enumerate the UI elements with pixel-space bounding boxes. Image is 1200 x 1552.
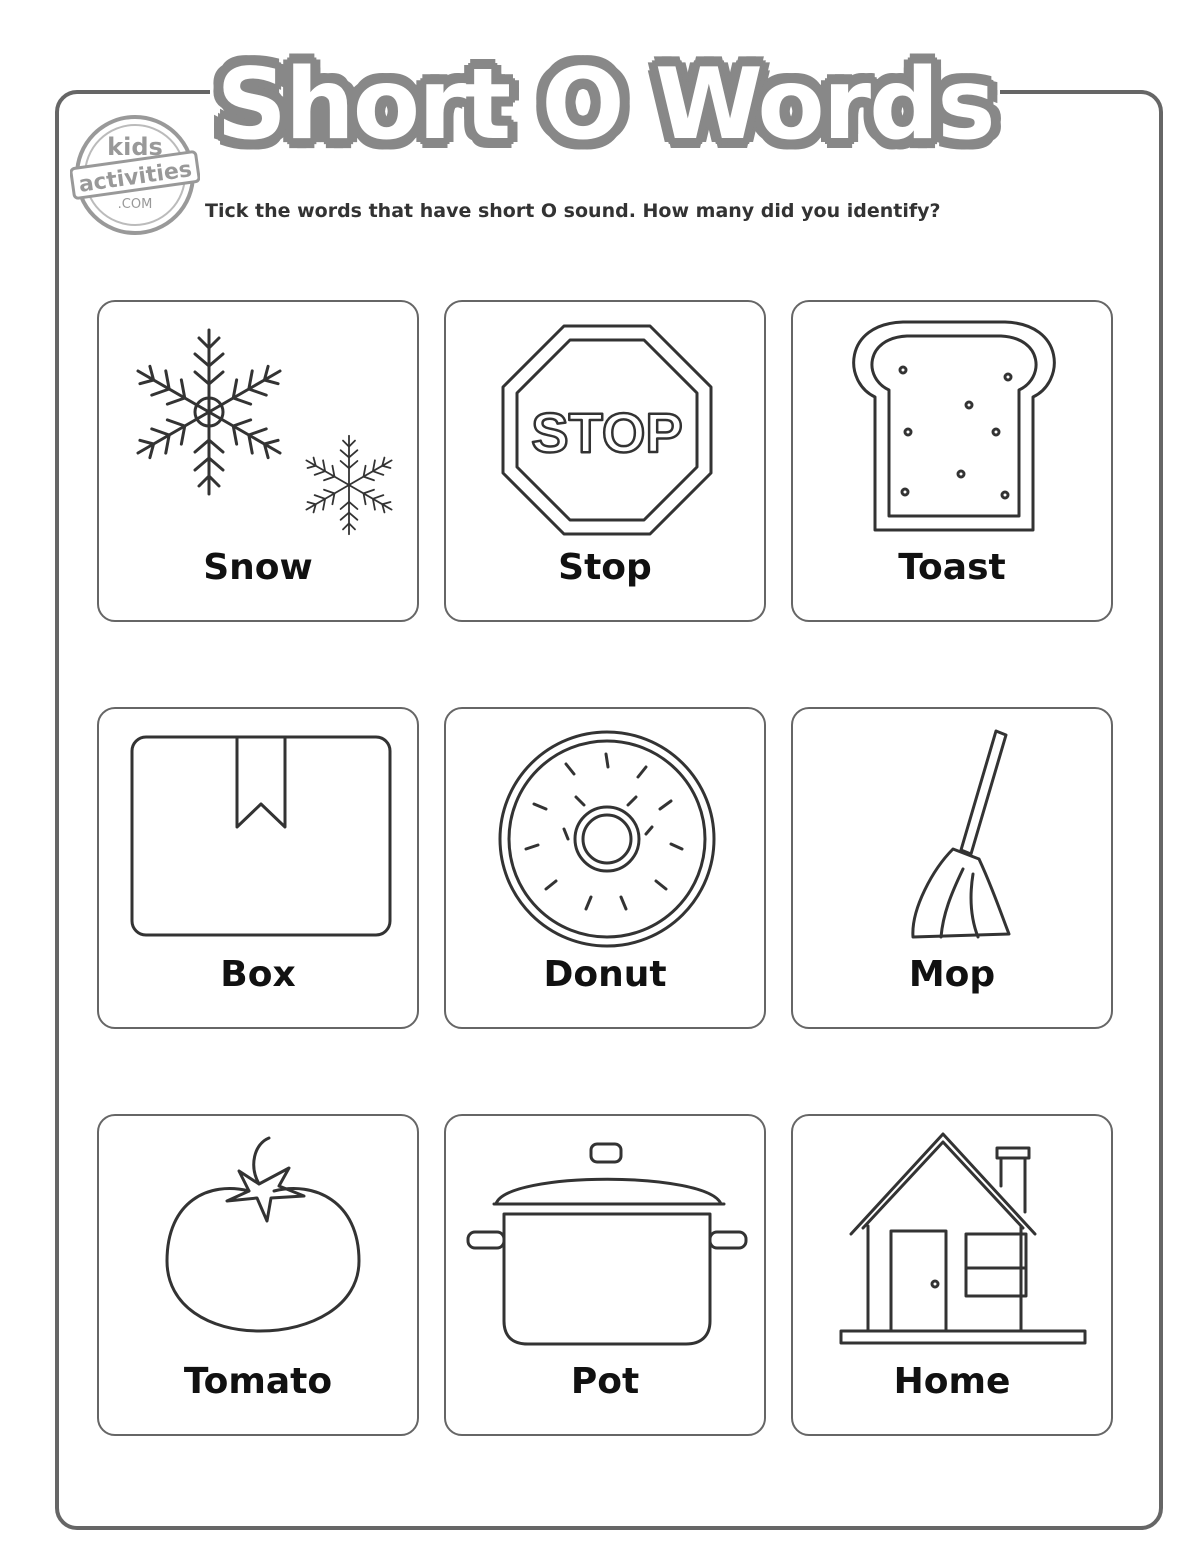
word-label: Tomato — [183, 1361, 333, 1402]
stop-sign-icon — [446, 302, 768, 542]
word-label: Box — [220, 954, 296, 995]
instructions: Tick the words that have short O sound. How many did you identify? — [205, 200, 941, 222]
svg-text:activities: activities — [77, 157, 194, 198]
box-icon — [99, 709, 421, 949]
word-card-pot[interactable] — [444, 1114, 766, 1436]
svg-text:kids: kids — [107, 133, 163, 161]
title-banner — [210, 40, 1000, 170]
word-card-toast[interactable] — [791, 300, 1113, 622]
word-card-mop[interactable] — [791, 707, 1113, 1029]
word-label: Donut — [543, 954, 667, 995]
word-label: Snow — [203, 547, 313, 588]
word-label: Mop — [908, 954, 996, 995]
word-card-tomato[interactable] — [97, 1114, 419, 1436]
pot-icon — [446, 1116, 768, 1356]
word-label: Pot — [570, 1361, 640, 1402]
donut-icon — [446, 709, 768, 949]
word-label: Stop — [558, 547, 652, 588]
word-card-stop[interactable] — [444, 300, 766, 622]
snowflake-icon — [99, 302, 421, 542]
page-title: Short O Words — [216, 48, 994, 162]
word-label: Home — [893, 1361, 1011, 1402]
kids-activities-logo — [70, 110, 200, 240]
word-card-home[interactable] — [791, 1114, 1113, 1436]
word-card-donut[interactable] — [444, 707, 766, 1029]
toast-icon — [793, 302, 1115, 542]
house-icon — [793, 1116, 1115, 1356]
word-card-snow[interactable] — [97, 300, 419, 622]
svg-text:STOP: STOP — [531, 401, 683, 464]
word-card-box[interactable] — [97, 707, 419, 1029]
svg-text:.COM: .COM — [117, 197, 153, 212]
tomato-icon — [99, 1116, 421, 1356]
word-label: Toast — [898, 547, 1006, 588]
mop-icon — [793, 709, 1115, 949]
